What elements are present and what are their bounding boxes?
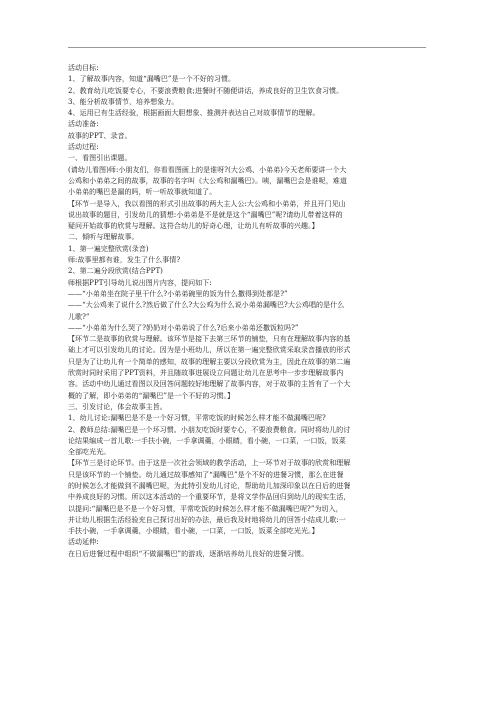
text-line: 欣赏时同时采用了PPT资料，并且随故事进展设立问题让幼儿在思考中一步步理解故事内 — [68, 369, 344, 378]
text-line: ——“小弟弟为什么哭了?奶奶对小弟弟说了什么?后来小弟弟还撒饭粒吗?” — [68, 323, 299, 332]
text-line: 并让幼儿根据生活经验充自己探讨出好的办法，最后我及时地将幼儿的回答小结成儿歌:一 — [68, 515, 346, 524]
text-line: 【环节一是导入，我以看图的形式引出故事的两大主人公:大公鸡和小弟弟，并且开门见山 — [68, 199, 346, 208]
document-body — [68, 63, 430, 560]
text-line: 在日后进餐过程中组织“不做漏嘴巴”的游戏，逐渐培养幼儿良好的进餐习惯。 — [68, 549, 309, 558]
text-line: 二、倾听与理解故事。 — [68, 233, 139, 242]
text-line: 活动准备: — [68, 120, 99, 129]
text-line: 只是为了让幼儿有一个简单的感知，故事的理解主要以分段欣赏为主，因此在故事的第二遍 — [68, 357, 351, 366]
text-line: 【环节三是讨论环节。由于这是一次社会领域的教学活动，上一环节对于故事的欣赏和理解 — [68, 459, 351, 468]
text-line: ——“小弟弟坐在院子里干什么?小弟弟碗里的饭为什么撒得到处都是?” — [68, 289, 288, 298]
text-line: 2、第二遍分段欣赏(结合PPT) — [68, 267, 163, 276]
text-line: 公鸡和小弟弟之间的故事，故事的名字叫《大公鸡和漏嘴巴》。咦，漏嘴巴会是谁呢，难道 — [68, 176, 347, 185]
text-line: 故事的PPT、录音。 — [68, 131, 132, 140]
text-line: 活动目标: — [68, 64, 99, 72]
text-line: 1、第一遍完整欣赏(录音) — [68, 244, 149, 253]
text-line: 儿歌?” — [68, 312, 90, 321]
text-line: 手扶小碗，一手拿调羹，小眼睛，看小碗，一口菜，一口饭，饭菜全部吃光光。】 — [68, 527, 319, 536]
text-line: 【环节二是故事的欣赏与理解。该环节是接下去第三环节的铺垫，只有在理解故事内容的基 — [68, 335, 351, 344]
text-line: 4、运用已有生活经验，根据画面大胆想象、推测并表达自己对故事情节的理解。 — [68, 109, 320, 118]
text-line: 容。活动中幼儿通过看图以及回答问题较好地理解了故事内容，对于故事的主旨有了一个大 — [68, 380, 351, 389]
text-line: 1、了解故事内容，知道“漏嘴巴”是一个不好的习惯。 — [68, 75, 236, 84]
text-line: 的时候怎么才能做到不漏嘴巴呢，为此特引发幼儿讨论，帮助幼儿加深印象以在日后的进餐 — [68, 481, 351, 490]
text-line: 论结果编成一首儿歌:一手扶小碗，一手拿调羹，小眼睛，看小碗，一口菜，一口饭，饭菜 — [68, 436, 346, 445]
text-line: 只是该环节的一个铺垫。幼儿通过故事感知了“漏嘴巴”是个不好的进餐习惯，那么在进餐 — [68, 470, 344, 479]
header-rule — [68, 47, 426, 48]
text-line: 师根据PPT引导幼儿说出图片内容，提问如下: — [68, 278, 212, 287]
text-line: 础上才可以引发幼儿的讨论。因为是小班幼儿，所以在第一遍完整欣赏采取录音播放的形式 — [68, 346, 351, 355]
text-line: 1、幼儿讨论:漏嘴巴是不是一个好习惯，平常吃饭的时候怎么样才能不做漏嘴巴呢? — [68, 414, 326, 423]
text-line: 说出故事的题目，引发幼儿的猜想:小弟弟是不是就是这个“漏嘴巴”呢?请幼儿带着这样的 — [68, 210, 343, 219]
text-line: 活动过程: — [68, 143, 99, 152]
text-line: 小弟弟的嘴巴是漏的吗，听一听故事就知道了。 — [68, 188, 217, 197]
text-line: 2、教育幼儿吃饭要专心，不要浪费粮食;进餐时不随便讲话，养成良好的卫生饮食习惯。 — [68, 86, 344, 95]
text-line: 概的了解，即小弟弟的“漏嘴巴”是一个不好的习惯。】 — [68, 391, 235, 400]
text-line: 活动延伸: — [68, 538, 99, 547]
text-line: 师:故事里都有谁，发生了什么事情? — [68, 256, 181, 265]
text-line: 3、能分析故事情节，培养想象力。 — [68, 97, 179, 106]
text-line: 中养成良好的习惯。所以这本活动的一个重要环节，是将文学作品回归到幼儿的现实生活， — [68, 493, 351, 502]
text-line: 全部吃光光。 — [68, 448, 111, 457]
text-line: 一、看图引出课题。 — [68, 154, 132, 163]
text-line: 疑问开始故事的欣赏与理解。这符合幼儿的好奇心理，让幼儿有听故事的兴趣。】 — [68, 222, 319, 231]
text-line: 以提问:“漏嘴巴是不是一个好习惯，平常吃饭的时候怎么样才能不做漏嘴巴呢?”为切入， — [68, 504, 343, 513]
text-line: ——“大公鸡来了说什么?然后做了什么?大公鸡为什么说小弟弟漏嘴巴?大公鸡唱的是什么 — [68, 301, 345, 310]
text-line: 三、引发讨论，体会故事主旨。 — [68, 402, 167, 411]
text-line: (请幼儿看图)师:小朋友们，你看看图画上的是谁呀?(大公鸡、小弟弟)今天老师要讲一个大 — [68, 165, 347, 174]
text-line: 2、教师总结:漏嘴巴是一个坏习惯。小朋友吃饭时要专心，不要浪费粮食。同时将幼儿的讨 — [68, 425, 351, 434]
